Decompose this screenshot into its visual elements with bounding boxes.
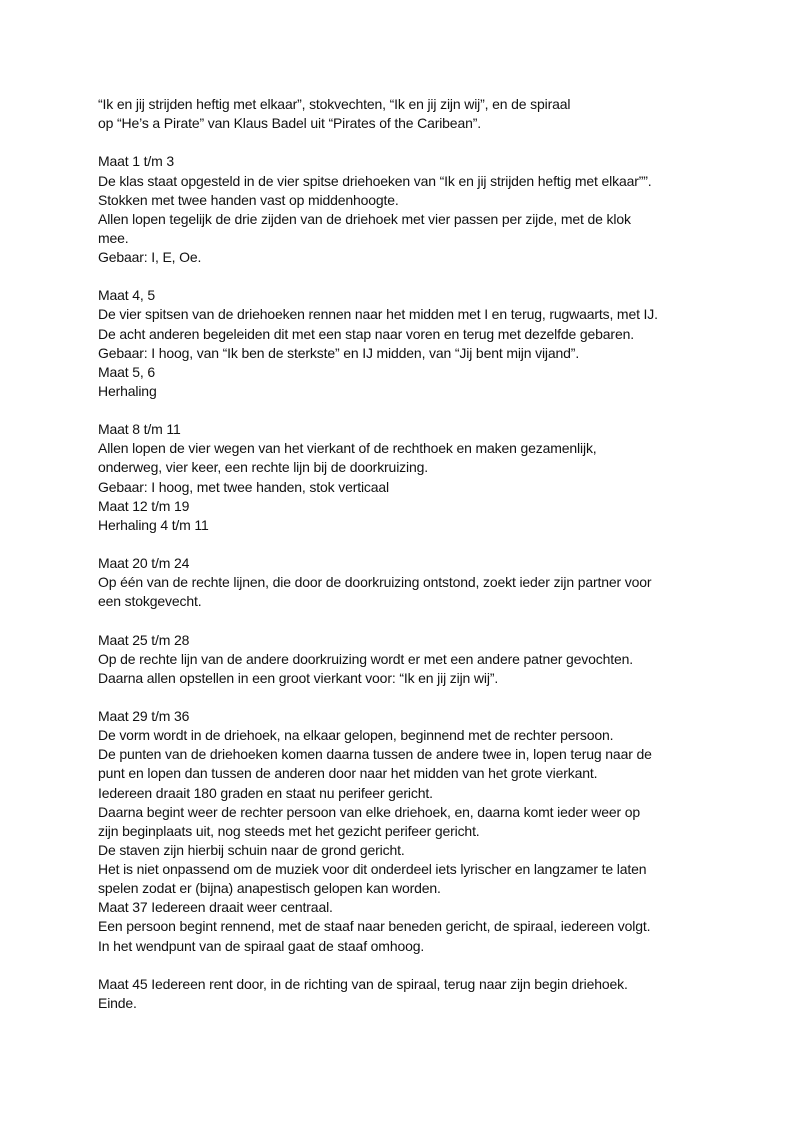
text-line: Maat 29 t/m 36 [98,708,190,724]
blank-line [98,133,718,152]
blank-line [98,611,718,630]
text-line: Stokken met twee handen vast op middenhoogte. [98,191,399,208]
text-line: een stokgevecht. [98,593,202,610]
text-line: Gebaar: I hoog, van “Ik ben de sterkste” en IJ midden, van “Jij bent mijn vijand”. [98,344,580,361]
text-line: Gebaar: I hoog, met twee handen, stok verticaal [98,478,390,495]
text-line: Allen lopen tegelijk de drie zijden van de driehoek met vier passen per zijde, met de klok [98,210,631,227]
text-line: In het wendpunt van de spiraal gaat de staaf omhoog. [98,937,425,954]
paragraph [98,286,718,401]
blank-line [98,535,718,554]
text-line: Maat 1 t/m 3 [98,153,175,170]
text-line: Iedereen draait 180 graden en staat nu perifeer gericht. [98,784,433,801]
text-line: Herhaling [98,382,157,399]
text-line: Maat 45 Iedereen rent door, in de richting van de spiraal, terug naar zijn begin driehoek. [98,975,628,992]
paragraph [98,975,718,1013]
paragraph [98,707,718,956]
text-line: Maat 20 t/m 24 [98,555,190,571]
blank-line [98,267,718,286]
blank-line [98,956,718,975]
text-line: De vorm wordt in de driehoek, na elkaar gelopen, beginnend met de rechter persoon. [98,727,614,744]
paragraph [98,631,718,688]
text-line: Maat 37 Iedereen draait weer centraal. [98,899,333,916]
text-line: mee. [98,229,129,246]
paragraph [98,420,718,535]
text-line: zijn beginplaats uit, nog steeds met het gezicht perifeer gericht. [98,822,480,839]
text-line: De punten van de driehoeken komen daarna tussen de andere twee in, lopen terug naar de [98,746,652,763]
paragraph [98,554,718,611]
text-line: Herhaling 4 t/m 11 [98,516,209,533]
text-line: punt en lopen dan tussen de anderen door naar het midden van het grote vierkant. [98,765,598,782]
blank-line [98,688,718,707]
text-line: De klas staat opgesteld in de vier spitse driehoeken van “Ik en jij strijden heftig met elkaar””. [98,172,652,189]
text-line: De acht anderen begeleiden dit met een stap naar voren en terug met dezelfde gebaren. [98,325,634,342]
paragraph [98,152,718,267]
paragraph [98,95,718,133]
text-line: De staven zijn hierbij schuin naar de grond gericht. [98,841,405,858]
text-line: op “He’s a Pirate” van Klaus Badel uit “Pirates of the Caribean”. [98,115,481,132]
text-line: Daarna allen opstellen in een groot vierkant voor: “Ik en jij zijn wij”. [98,669,499,686]
text-line: Einde. [98,994,137,1011]
text-line: spelen zodat er (bijna) anapestisch gelopen kan worden. [98,880,441,897]
text-line: Maat 4, 5 [98,287,156,304]
text-line: Allen lopen de vier wegen van het vierkant of de rechthoek en maken gezamenlijk, [98,440,597,457]
text-line: Een persoon begint rennend, met de staaf naar beneden gericht, de spiraal, iedereen volgt. [98,918,651,935]
text-line: Maat 25 t/m 28 [98,631,190,648]
text-line: Maat 12 t/m 19 [98,497,190,514]
document-body [98,95,718,1013]
text-line: Op de rechte lijn van de andere doorkruizing wordt er met een andere patner gevochten. [98,650,633,667]
text-line: onderweg, vier keer, een rechte lijn bij de doorkruizing. [98,459,428,476]
text-line: Daarna begint weer de rechter persoon van elke driehoek, en, daarna komt ieder weer op [98,803,640,820]
text-line: “Ik en jij strijden heftig met elkaar”, stokvechten, “Ik en jij zijn wij”, en de spiraal [98,96,571,112]
text-line: Gebaar: I, E, Oe. [98,249,202,265]
text-line: De vier spitsen van de driehoeken rennen naar het midden met I en terug, rugwaarts, met IJ. [98,306,658,323]
text-line: Maat 8 t/m 11 [98,421,181,438]
text-line: Maat 5, 6 [98,363,156,380]
text-line: Op één van de rechte lijnen, die door de doorkruizing ontstond, zoekt ieder zijn partner voor [98,574,652,591]
blank-line [98,401,718,420]
text-line: Het is niet onpassend om de muziek voor dit onderdeel iets lyrischer en langzamer te laten [98,861,647,877]
